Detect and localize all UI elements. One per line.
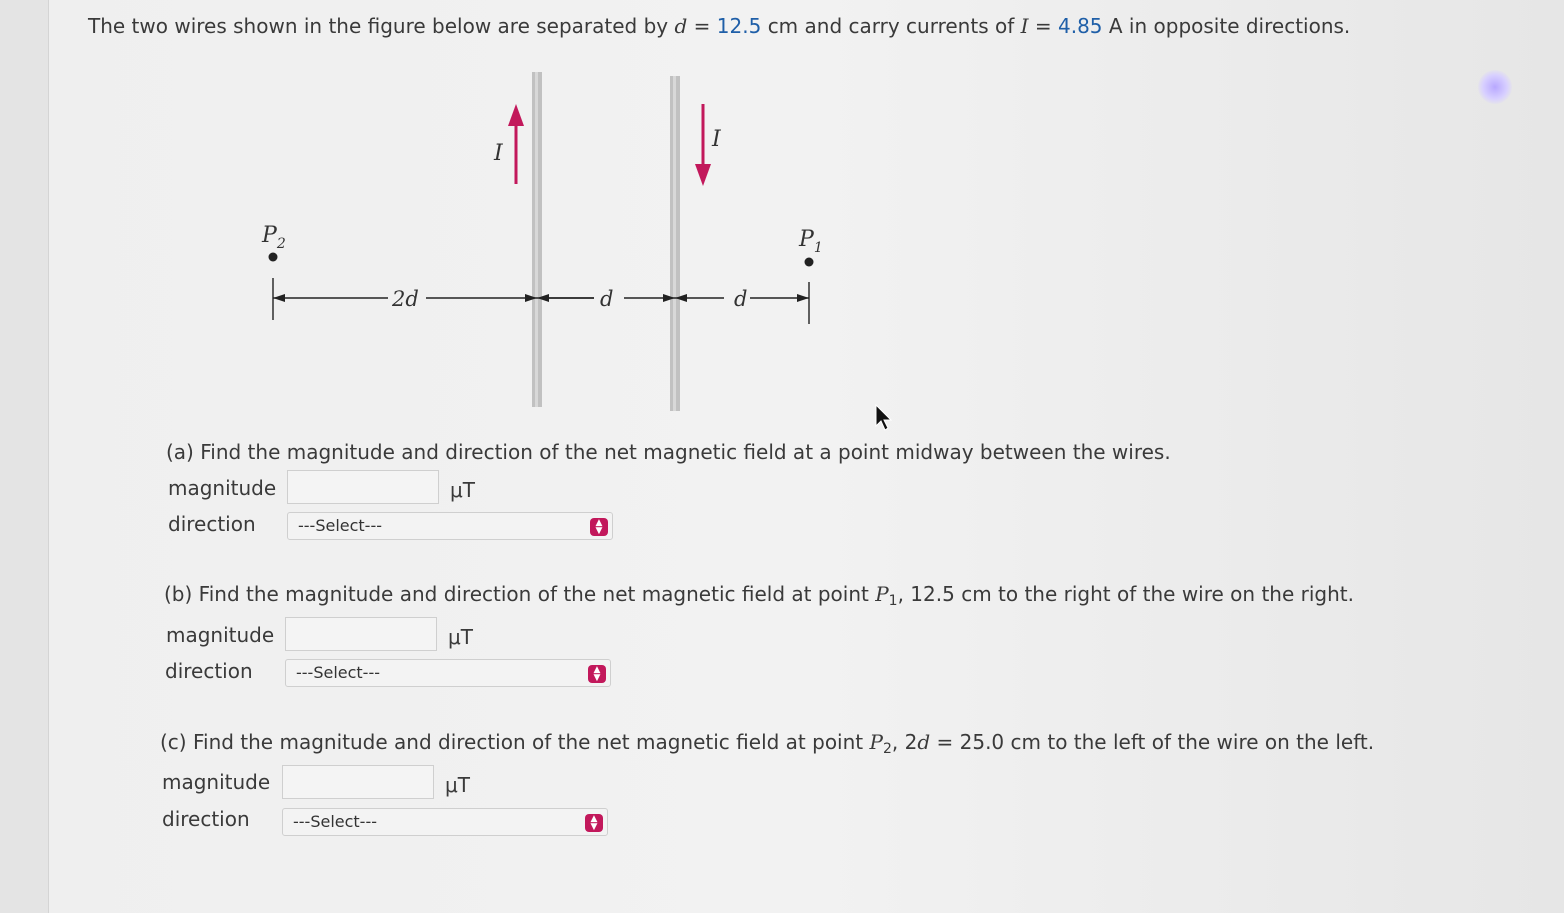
- part-b-magnitude-input[interactable]: [285, 617, 437, 651]
- dimension-d-middle-label: d: [600, 287, 614, 311]
- part-c-prompt: (c) Find the magnitude and direction of the net magnetic field at point $P_2$, 2d = 25.0 cm to the left of the wire on the left.: [160, 730, 1375, 757]
- I-symbol: I: [1020, 14, 1029, 38]
- part-b-select-value: ---Select---: [296, 663, 380, 682]
- d-symbol: d: [674, 14, 688, 38]
- left-margin-strip: [0, 0, 48, 913]
- up-arrow-icon: [508, 104, 524, 184]
- part-a-select-value: ---Select---: [298, 516, 382, 535]
- part-c-magnitude-input[interactable]: [282, 765, 434, 799]
- part-b-direction-label: direction: [165, 659, 253, 683]
- part-a-direction-select[interactable]: [287, 512, 613, 540]
- d-value: 12.5: [716, 14, 762, 38]
- light-glare: [1478, 70, 1512, 104]
- mouse-pointer-icon: [874, 404, 892, 432]
- equals-sign: =: [693, 14, 711, 38]
- part-c-magnitude-label: magnitude: [162, 770, 271, 794]
- problem-text-end: A in opposite directions.: [1108, 14, 1351, 38]
- point-p2-dot: [269, 253, 278, 262]
- left-wire-highlight: [535, 72, 538, 407]
- part-b-direction-select[interactable]: [285, 659, 611, 687]
- part-c-unit: μT: [445, 773, 470, 797]
- problem-statement: [88, 14, 1350, 38]
- part-c-select-value: ---Select---: [293, 812, 377, 831]
- part-a-direction-label: direction: [168, 512, 256, 536]
- point-p2-label: $P_2$: [262, 223, 286, 252]
- part-b-unit: μT: [448, 625, 473, 649]
- up-down-arrows-icon: ▲ ▼: [585, 814, 603, 832]
- part-b-magnitude-label: magnitude: [166, 623, 275, 647]
- equals-sign-2: =: [1034, 14, 1052, 38]
- dimension-2d-label: 2d: [392, 287, 419, 311]
- I-value: 4.85: [1058, 14, 1103, 38]
- problem-text-middle: cm and carry currents of: [767, 14, 1015, 38]
- part-a-unit: μT: [450, 478, 475, 502]
- up-down-arrows-icon: ▲ ▼: [590, 518, 608, 536]
- problem-text-intro: The two wires shown in the figure below are separated by: [88, 14, 669, 38]
- part-a-prompt: (a) Find the magnitude and direction of the net magnetic field at a point midway between the wires.: [166, 440, 1171, 464]
- down-arrow-icon: [695, 104, 711, 186]
- dimension-d-right-label: d: [734, 287, 748, 311]
- part-a-magnitude-label: magnitude: [168, 476, 277, 500]
- current-label-right: I: [712, 127, 721, 152]
- point-p1-label: $P_1$: [799, 227, 823, 256]
- part-a-magnitude-input[interactable]: [287, 470, 439, 504]
- point-p1-dot: [805, 258, 814, 267]
- up-down-arrows-icon: ▲ ▼: [588, 665, 606, 683]
- wires-figure: [240, 60, 860, 420]
- part-c-direction-label: direction: [162, 807, 250, 831]
- current-label-left: I: [494, 141, 503, 166]
- part-c-direction-select[interactable]: [282, 808, 608, 836]
- part-b-prompt: (b) Find the magnitude and direction of the net magnetic field at point $P_1$, 12.5 cm to the right of the wire on the right.: [164, 582, 1354, 609]
- right-wire-highlight: [673, 76, 676, 411]
